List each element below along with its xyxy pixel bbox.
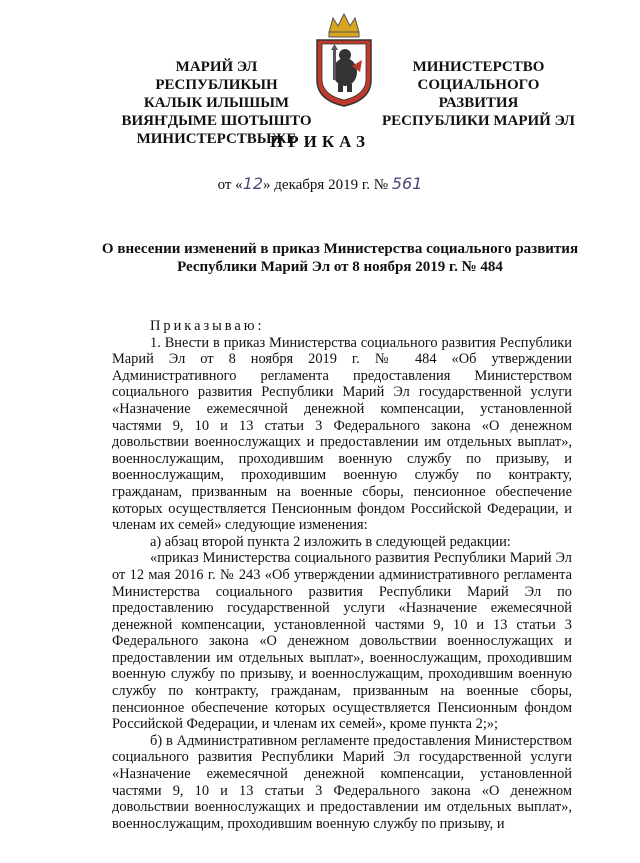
order-date bbox=[0, 174, 640, 194]
mari-el-coat-of-arms-icon bbox=[307, 10, 381, 108]
header-left-line: ВИЯҤДЫМЕ ШОТЫШТО bbox=[121, 113, 312, 129]
date-rest: » декабря 2019 г. № bbox=[263, 177, 389, 193]
body-paragraph: 1. Внести в приказ Министерства социального развития Республики Марий Эл от 8 ноября 2019 г. № 484 «Об утверждении Административного регламента предоставления Министерством социального развития Республики Марий Эл государственной услуги «Назначение ежемесячной денежной компенсации, установленной частями 9, 10 и 13 статьи 3 Федерального закона «О денежном довольствии военнослужащих и предоставлении им отдельных выплат», военнослужащим, проходившим военную службу по призыву, и военнослужащим, проходившим военную службу по контракту, гражданам, призванным на военные сборы, пенсионное обеспечение которых осуществляется Пенсионным фондом Российской Федерации, и членам их семей» следующие изменения: bbox=[112, 334, 572, 534]
title-line: Республики Марий Эл от 8 ноября 2019 г. № 484 bbox=[177, 259, 503, 275]
header-left-line: КАЛЫК ИЛЫШЫМ bbox=[143, 95, 290, 111]
body-paragraph: «приказ Министерства социального развития Республики Марий Эл от 12 мая 2016 г. № 243 «Об утверждении административного регламента Министерства социального развития Республики Марий Эл по предоставлению государственной услуги «Назначение ежемесячной денежной компенсации, установленной частями 9, 10 и 13 статьи 3 Федерального закона «О денежном довольствии военнослужащих и предоставлении им отдельных выплат», военнослужащим, проходившим военную службу по призыву, и военнослужащим, проходившим военную службу по контракту, гражданам, призванным на военные сборы, пенсионное обеспечение которых осуществляется Пенсионным фондом Российской Федерации, и членам их семей», кроме пункта 2;»; bbox=[112, 550, 572, 733]
header-left-line: МАРИЙ ЭЛ РЕСПУБЛИКЫН bbox=[155, 59, 278, 93]
document-title bbox=[100, 240, 580, 276]
document-body bbox=[112, 318, 572, 832]
title-line: О внесении изменений в приказ Министерства социального развития bbox=[101, 241, 579, 257]
order-number-handwritten: 561 bbox=[391, 174, 423, 193]
header-right-line: МИНИСТЕРСТВО bbox=[412, 59, 545, 75]
header-right-line: СОЦИАЛЬНОГО РАЗВИТИЯ bbox=[417, 77, 540, 111]
header-right-line: РЕСПУБЛИКИ МАРИЙ ЭЛ bbox=[381, 113, 575, 129]
date-day-handwritten: 12 bbox=[242, 174, 264, 193]
document-type: ПРИКАЗ bbox=[270, 132, 370, 151]
date-prefix: от « bbox=[217, 177, 243, 193]
header-left-line: МИНИСТЕРСТВЫЖЕ bbox=[136, 131, 297, 147]
body-paragraph: б) в Административном регламенте предоставления Министерством социального развития Республики Марий Эл государственной услуги «Назначение ежемесячной денежной компенсации, установленной частями 9, 10 и 13 статьи 3 Федерального закона «О денежном довольствии военнослужащих и предоставлении им отдельных выплат», военнослужащим, проходившим военную службу по призыву, и bbox=[112, 732, 572, 832]
ministry-name-russian bbox=[376, 58, 581, 130]
body-paragraph: а) абзац второй пункта 2 изложить в следующей редакции: bbox=[150, 533, 511, 550]
order-word: Приказываю: bbox=[150, 318, 265, 334]
